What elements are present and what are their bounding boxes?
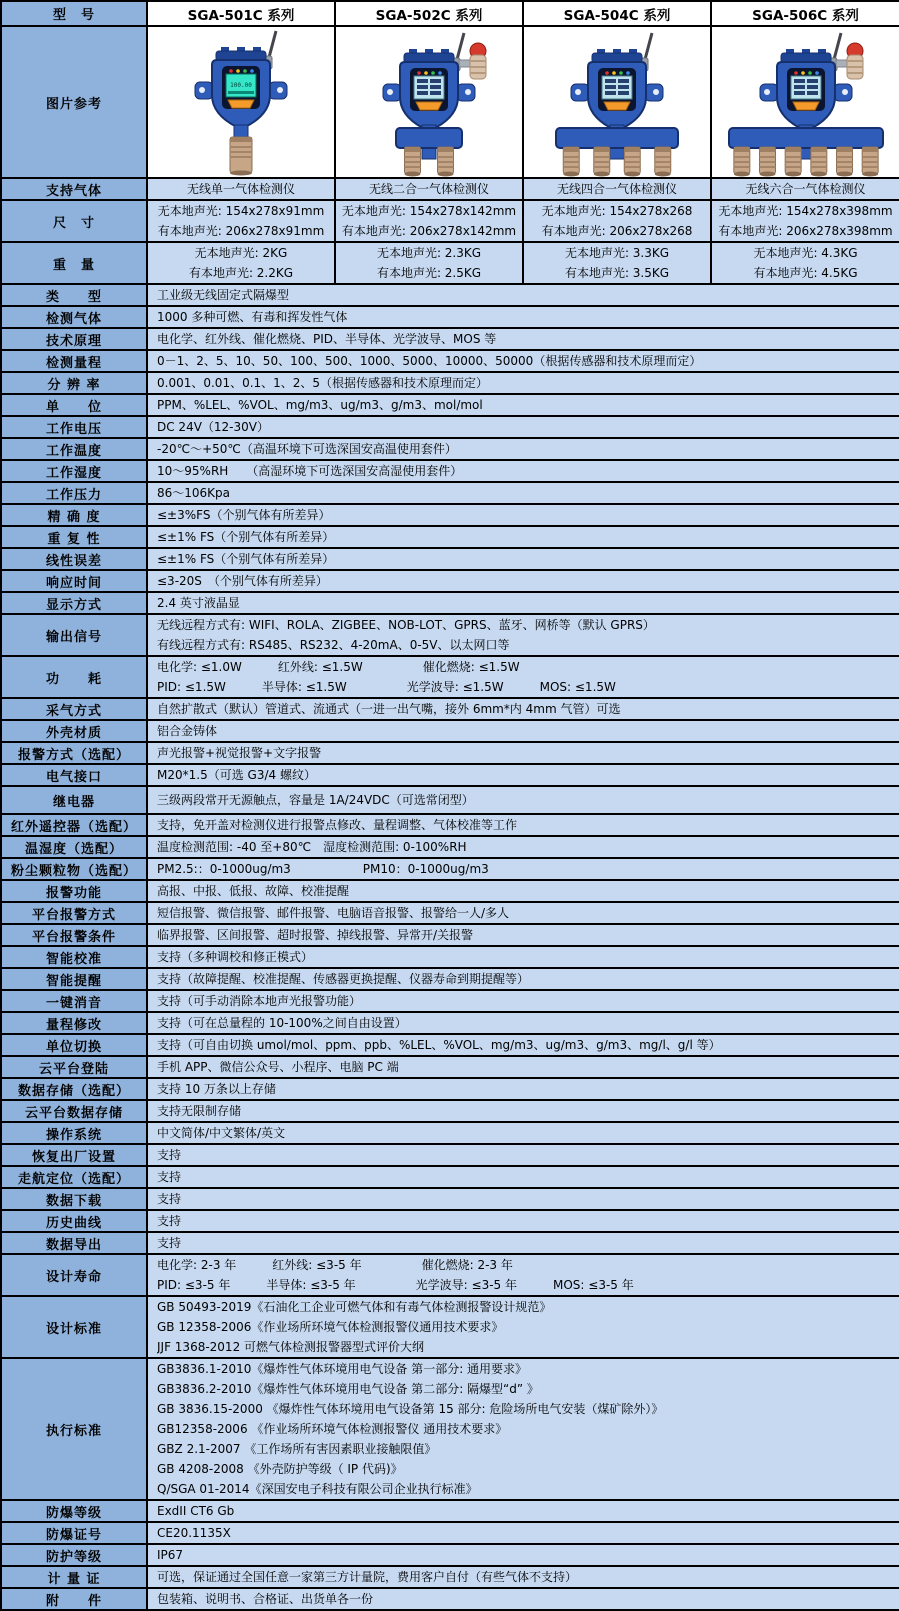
spec-row-label: 防护等级 <box>1 1544 147 1566</box>
spec-value-line: 无线六合一气体检测仪 <box>745 182 866 196</box>
spec-value-line: ≤±3%FS（个别气体有所差异） <box>157 508 331 522</box>
spec-value-line: 支持（故障提醒、校准提醒、传感器更换提醒、仪器寿命到期提醒等） <box>157 972 530 986</box>
spec-row-label: 操作系统 <box>1 1122 147 1144</box>
spec-row-value <box>147 284 899 306</box>
spec-row-value <box>147 178 335 200</box>
spec-value-line: GB 12358-2006《作业场所环境气体检测报警仪通用技术要求》 <box>157 1320 504 1334</box>
spec-value-line: 2.4 英寸液晶显 <box>157 596 240 610</box>
spec-value-line: 有本地声光: 206x278x91mm <box>157 224 325 238</box>
spec-value-line: 短信报警、微信报警、邮件报警、电脑语音报警、报警给一人/多人 <box>157 906 510 920</box>
spec-row-value <box>147 350 899 372</box>
spec-row-value <box>147 1522 899 1544</box>
spec-row-value <box>147 1100 899 1122</box>
spec-value-line: GBZ 2.1-2007 《工作场所有害因素职业接触限值》 <box>157 1442 437 1456</box>
spec-row-label: 外壳材质 <box>1 720 147 742</box>
spec-row-label: 附 件 <box>1 1588 147 1610</box>
spec-row-label: 采气方式 <box>1 698 147 720</box>
spec-value-line: 有本地声光: 206x278x142mm <box>341 224 517 238</box>
spec-value-line: 支持（可手动消除本地声光报警功能） <box>157 994 362 1008</box>
spec-row-value <box>147 328 899 350</box>
spec-row-label: 继电器 <box>1 786 147 814</box>
spec-row-label: 计 量 证 <box>1 1566 147 1588</box>
spec-value-line: 无线二合一气体检测仪 <box>368 182 489 196</box>
spec-value-line: 铝合金铸体 <box>157 724 218 738</box>
product-image-sga-506c <box>714 27 898 177</box>
spec-row-value <box>147 720 899 742</box>
spec-value-line: 有本地声光: 2.5KG <box>376 266 482 280</box>
spec-row-label: 智能校准 <box>1 946 147 968</box>
spec-row-label: 云平台登陆 <box>1 1056 147 1078</box>
spec-value-line: 有本地声光: 206x278x398mm <box>718 224 893 238</box>
spec-value-line: 支持（多种调校和修正模式） <box>157 950 314 964</box>
spec-value-line: 10～95%RH （高湿环境下可选深国安高湿使用套件） <box>157 464 463 478</box>
spec-row-label: 工作电压 <box>1 416 147 438</box>
spec-row-label: 响应时间 <box>1 570 147 592</box>
spec-value-line: 无线远程方式有: WIFI、ROLA、ZIGBEE、NOB-LOT、GPRS、蓝牙、网桥等（默认 GPRS） <box>157 618 655 632</box>
spec-row-label: 线性误差 <box>1 548 147 570</box>
product-image-sga-502c <box>337 27 521 177</box>
product-image-cell <box>147 26 335 178</box>
spec-value-line: JJF 1368-2012 可燃气体检测报警器型式评价大纲 <box>157 1340 425 1354</box>
spec-row-value <box>147 1566 899 1588</box>
spec-value-line: 无本地声光: 3.3KG <box>564 246 670 260</box>
spec-row-value <box>335 242 523 284</box>
spec-value-line: IP67 <box>157 1548 184 1562</box>
spec-row-value <box>147 1166 899 1188</box>
spec-row-value <box>523 242 711 284</box>
spec-value-line: 无线单一气体检测仪 <box>186 182 295 196</box>
spec-row-label: 执行标准 <box>1 1358 147 1500</box>
spec-row-value <box>147 482 899 504</box>
spec-row-value <box>147 1144 899 1166</box>
model-header: SGA-504C 系列 <box>523 1 711 26</box>
spec-row-value <box>147 858 899 880</box>
spec-value-line: 1000 多种可燃、有毒和挥发性气体 <box>157 310 348 324</box>
spec-value-line: 0－1、2、5、10、50、100、500、1000、5000、10000、50000（根据传感器和技术原理而定） <box>157 354 702 368</box>
spec-row-label: 平台报警条件 <box>1 924 147 946</box>
spec-value-line: PM2.5:：0-1000ug/m3 PM10：0-1000ug/m3 <box>157 862 489 876</box>
spec-row-label: 重 复 性 <box>1 526 147 548</box>
product-image-sga-501c <box>149 27 333 177</box>
spec-row-label: 恢复出厂设置 <box>1 1144 147 1166</box>
spec-value-line: 有本地声光: 4.5KG <box>753 266 858 280</box>
spec-row-value <box>147 1544 899 1566</box>
spec-value-line: 0.001、0.01、0.1、1、2、5（根据传感器和技术原理而定） <box>157 376 489 390</box>
spec-value-line: 无本地声光: 2.3KG <box>376 246 482 260</box>
spec-value-line: 有本地声光: 3.5KG <box>564 266 670 280</box>
spec-row-value <box>147 1588 899 1610</box>
svg-text:100.00: 100.00 <box>230 82 252 89</box>
spec-value-line: 临界报警、区间报警、超时报警、掉线报警、异常开/关报警 <box>157 928 474 942</box>
spec-row-label: 尺 寸 <box>1 200 147 242</box>
spec-row-value <box>147 1500 899 1522</box>
spec-row-value <box>147 1188 899 1210</box>
spec-value-line: PPM、%LEL、%VOL、mg/m3、ug/m3、g/m3、mol/mol <box>157 398 483 412</box>
spec-row-value <box>147 1210 899 1232</box>
spec-value-line: 电化学、红外线、催化燃烧、PID、半导体、光学波导、MOS 等 <box>157 332 497 346</box>
spec-row-label: 历史曲线 <box>1 1210 147 1232</box>
spec-row-value <box>147 504 899 526</box>
spec-row-label: 数据导出 <box>1 1232 147 1254</box>
spec-value-line: 自然扩散式（默认）管道式、流通式（一进一出气嘴，接外 6mm*内 4mm 气管）可选 <box>157 702 621 716</box>
spec-row-label: 设计寿命 <box>1 1254 147 1296</box>
row-label-image: 图片参考 <box>1 26 147 178</box>
spec-row-label: 输出信号 <box>1 614 147 656</box>
spec-value-line: 支持 <box>157 1192 182 1206</box>
spec-value-line: 高报、中报、低报、故障、校准提醒 <box>157 884 350 898</box>
spec-value-line: 支持 <box>157 1170 182 1184</box>
spec-value-line: GB12358-2006 《作业场所环境气体检测报警仪 通用技术要求》 <box>157 1422 508 1436</box>
spec-row-value <box>335 178 523 200</box>
spec-row-value <box>147 570 899 592</box>
spec-value-line: 手机 APP、微信公众号、小程序、电脑 PC 端 <box>157 1060 399 1074</box>
spec-row-label: 分 辨 率 <box>1 372 147 394</box>
spec-value-line: 支持（可在总量程的 10-100%之间自由设置） <box>157 1016 407 1030</box>
spec-row-label: 粉尘颗粒物（选配） <box>1 858 147 880</box>
spec-row-label: 工作湿度 <box>1 460 147 482</box>
spec-row-value <box>147 880 899 902</box>
spec-row-value <box>147 814 899 836</box>
spec-value-line: ≤±1% FS（个别气体有所差异） <box>157 530 335 544</box>
spec-value-line: 无本地声光: 2KG <box>194 246 288 260</box>
spec-row-value <box>147 1056 899 1078</box>
spec-row-value <box>147 786 899 814</box>
spec-row-value <box>147 1296 899 1358</box>
spec-row-value <box>147 1358 899 1500</box>
spec-row-label: 工作温度 <box>1 438 147 460</box>
spec-value-line: 支持 10 万条以上存储 <box>157 1082 276 1096</box>
spec-value-line: 支持 <box>157 1148 182 1162</box>
spec-value-line: 支持（可自由切换 umol/mol、ppm、ppb、%LEL、%VOL、mg/m3、ug/m3、g/m3、mg/l、g/l 等） <box>157 1038 721 1052</box>
spec-value-line: 中文简体/中文繁体/英文 <box>157 1126 286 1140</box>
spec-value-line: PID: ≤3-5 年 半导体: ≤3-5 年 光学波导: ≤3-5 年 MOS: ≤3-5 年 <box>157 1278 634 1292</box>
spec-row-value <box>147 394 899 416</box>
spec-value-line: 电化学: 2-3 年 红外线: ≤3-5 年 催化燃烧: 2-3 年 <box>157 1258 513 1272</box>
spec-row-value <box>711 242 899 284</box>
spec-row-value <box>147 924 899 946</box>
spec-row-value <box>147 416 899 438</box>
spec-row-value <box>147 946 899 968</box>
spec-row-value <box>147 990 899 1012</box>
spec-row-label: 防爆证号 <box>1 1522 147 1544</box>
product-image-sga-504c <box>525 27 709 177</box>
spec-row-label: 温湿度（选配） <box>1 836 147 858</box>
spec-row-value <box>147 1232 899 1254</box>
spec-value-line: GB 3836.15-2000 《爆炸性气体环境用电气设备第 15 部分: 危险场所电气安装（煤矿除外）》 <box>157 1402 664 1416</box>
spec-row-label: 功 耗 <box>1 656 147 698</box>
spec-row-value <box>147 1012 899 1034</box>
spec-value-line: 三级两段常开无源触点，容量是 1A/24VDC（可选常闭型） <box>157 793 474 807</box>
spec-row-label: 支持气体 <box>1 178 147 200</box>
spec-value-line: PID: ≤1.5W 半导体: ≤1.5W 光学波导: ≤1.5W MOS: ≤1.5W <box>157 680 616 694</box>
spec-row-label: 云平台数据存储 <box>1 1100 147 1122</box>
spec-row-value <box>147 836 899 858</box>
spec-row-value <box>711 200 899 242</box>
spec-row-label: 报警方式（选配） <box>1 742 147 764</box>
spec-row-value <box>147 372 899 394</box>
spec-row-value <box>147 764 899 786</box>
product-image-cell <box>711 26 899 178</box>
spec-value-line: 支持 <box>157 1236 182 1250</box>
spec-value-line: 声光报警+视觉报警+文字报警 <box>157 746 322 760</box>
spec-value-line: GB3836.1-2010《爆炸性气体环境用电气设备 第一部分: 通用要求》 <box>157 1362 528 1376</box>
spec-value-line: ≤±1% FS（个别气体有所差异） <box>157 552 335 566</box>
spec-row-label: 显示方式 <box>1 592 147 614</box>
spec-value-line: ExdII CT6 Gb <box>157 1504 235 1518</box>
spec-row-label: 检测气体 <box>1 306 147 328</box>
spec-row-label: 报警功能 <box>1 880 147 902</box>
model-header: SGA-502C 系列 <box>335 1 523 26</box>
spec-row-value <box>147 200 335 242</box>
spec-value-line: 有本地声光: 2.2KG <box>188 266 294 280</box>
product-image-cell <box>335 26 523 178</box>
spec-row-label: 单 位 <box>1 394 147 416</box>
spec-value-line: M20*1.5（可选 G3/4 螺纹） <box>157 768 316 782</box>
spec-value-line: 无本地声光: 154x278x398mm <box>718 204 893 218</box>
spec-row-value <box>147 242 335 284</box>
spec-value-line: 包装箱、说明书、合格证、出货单各一份 <box>157 1592 374 1606</box>
spec-value-line: 支持，免开盖对检测仪进行报警点修改、量程调整、气体校准等工作 <box>157 818 518 832</box>
spec-row-label: 精 确 度 <box>1 504 147 526</box>
spec-row-value <box>147 1034 899 1056</box>
spec-row-label: 工作压力 <box>1 482 147 504</box>
spec-row-label: 智能提醒 <box>1 968 147 990</box>
spec-row-value <box>147 968 899 990</box>
spec-value-line: 无本地声光: 154x278x142mm <box>341 204 517 218</box>
spec-row-value <box>147 438 899 460</box>
spec-value-line: 电化学: ≤1.0W 红外线: ≤1.5W 催化燃烧: ≤1.5W <box>157 660 520 674</box>
spec-value-line: 支持 <box>157 1214 182 1228</box>
spec-row-label: 电气接口 <box>1 764 147 786</box>
spec-value-line: 工业级无线固定式隔爆型 <box>157 288 290 302</box>
spec-row-label: 类 型 <box>1 284 147 306</box>
spec-value-line: 支持无限制存储 <box>157 1104 242 1118</box>
spec-row-label: 数据存储（选配） <box>1 1078 147 1100</box>
spec-row-value <box>523 200 711 242</box>
header-model-label: 型 号 <box>1 1 147 26</box>
spec-value-line: 无线四合一气体检测仪 <box>556 182 677 196</box>
spec-row-value <box>147 526 899 548</box>
spec-row-label: 走航定位（选配） <box>1 1166 147 1188</box>
spec-value-line: -20℃～+50℃（高温环境下可选深国安高温使用套件） <box>157 442 457 456</box>
spec-value-line: 无本地声光: 154x278x268 <box>541 204 693 218</box>
spec-row-value <box>147 460 899 482</box>
spec-row-value <box>147 1254 899 1296</box>
spec-row-value <box>147 306 899 328</box>
spec-row-value <box>147 592 899 614</box>
model-header: SGA-501C 系列 <box>147 1 335 26</box>
spec-row-value <box>147 1122 899 1144</box>
spec-row-value <box>147 902 899 924</box>
spec-row-value <box>147 698 899 720</box>
spec-row-label: 平台报警方式 <box>1 902 147 924</box>
spec-value-line: 有线远程方式有: RS485、RS232、4-20mA、0-5V、以太网口等 <box>157 638 510 652</box>
spec-value-line: ≤3-20S （个别气体有所差异） <box>157 574 328 588</box>
spec-value-line: 有本地声光: 206x278x268 <box>541 224 693 238</box>
spec-row-label: 单位切换 <box>1 1034 147 1056</box>
spec-row-label: 量程修改 <box>1 1012 147 1034</box>
spec-value-line: CE20.1135X <box>157 1526 231 1540</box>
spec-value-line: 无本地声光: 154x278x91mm <box>157 204 325 218</box>
spec-row-value <box>147 742 899 764</box>
spec-row-label: 检测量程 <box>1 350 147 372</box>
spec-row-label: 重 量 <box>1 242 147 284</box>
spec-value-line: GB 50493-2019《石油化工企业可燃气体和有毒气体检测报警设计规范》 <box>157 1300 552 1314</box>
spec-row-value <box>523 178 711 200</box>
spec-row-value <box>147 614 899 656</box>
product-image-cell <box>523 26 711 178</box>
spec-value-line: 86～106Kpa <box>157 486 231 500</box>
spec-value-line: GB3836.2-2010《爆炸性气体环境用电气设备 第二部分: 隔爆型“d” 》 <box>157 1382 539 1396</box>
spec-value-line: 可选，保证通过全国任意一家第三方计量院，费用客户自付（有些气体不支持） <box>157 1570 578 1584</box>
spec-value-line: Q/SGA 01-2014《深国安电子科技有限公司企业执行标准》 <box>157 1482 478 1496</box>
model-header: SGA-506C 系列 <box>711 1 899 26</box>
spec-row-label: 红外遥控器（选配） <box>1 814 147 836</box>
spec-value-line: GB 4208-2008 《外壳防护等级（ IP 代码)》 <box>157 1462 403 1476</box>
spec-value-line: DC 24V（12-30V） <box>157 420 269 434</box>
spec-row-label: 设计标准 <box>1 1296 147 1358</box>
spec-value-line: 无本地声光: 4.3KG <box>753 246 858 260</box>
spec-row-label: 防爆等级 <box>1 1500 147 1522</box>
spec-row-label: 数据下载 <box>1 1188 147 1210</box>
spec-row-value <box>147 548 899 570</box>
spec-row-value <box>147 656 899 698</box>
spec-row-value <box>335 200 523 242</box>
spec-row-value <box>147 1078 899 1100</box>
spec-row-label: 一键消音 <box>1 990 147 1012</box>
spec-value-line: 温度检测范围: -40 至+80℃ 湿度检测范围: 0-100%RH <box>157 840 467 854</box>
spec-row-value <box>711 178 899 200</box>
spec-row-label: 技术原理 <box>1 328 147 350</box>
